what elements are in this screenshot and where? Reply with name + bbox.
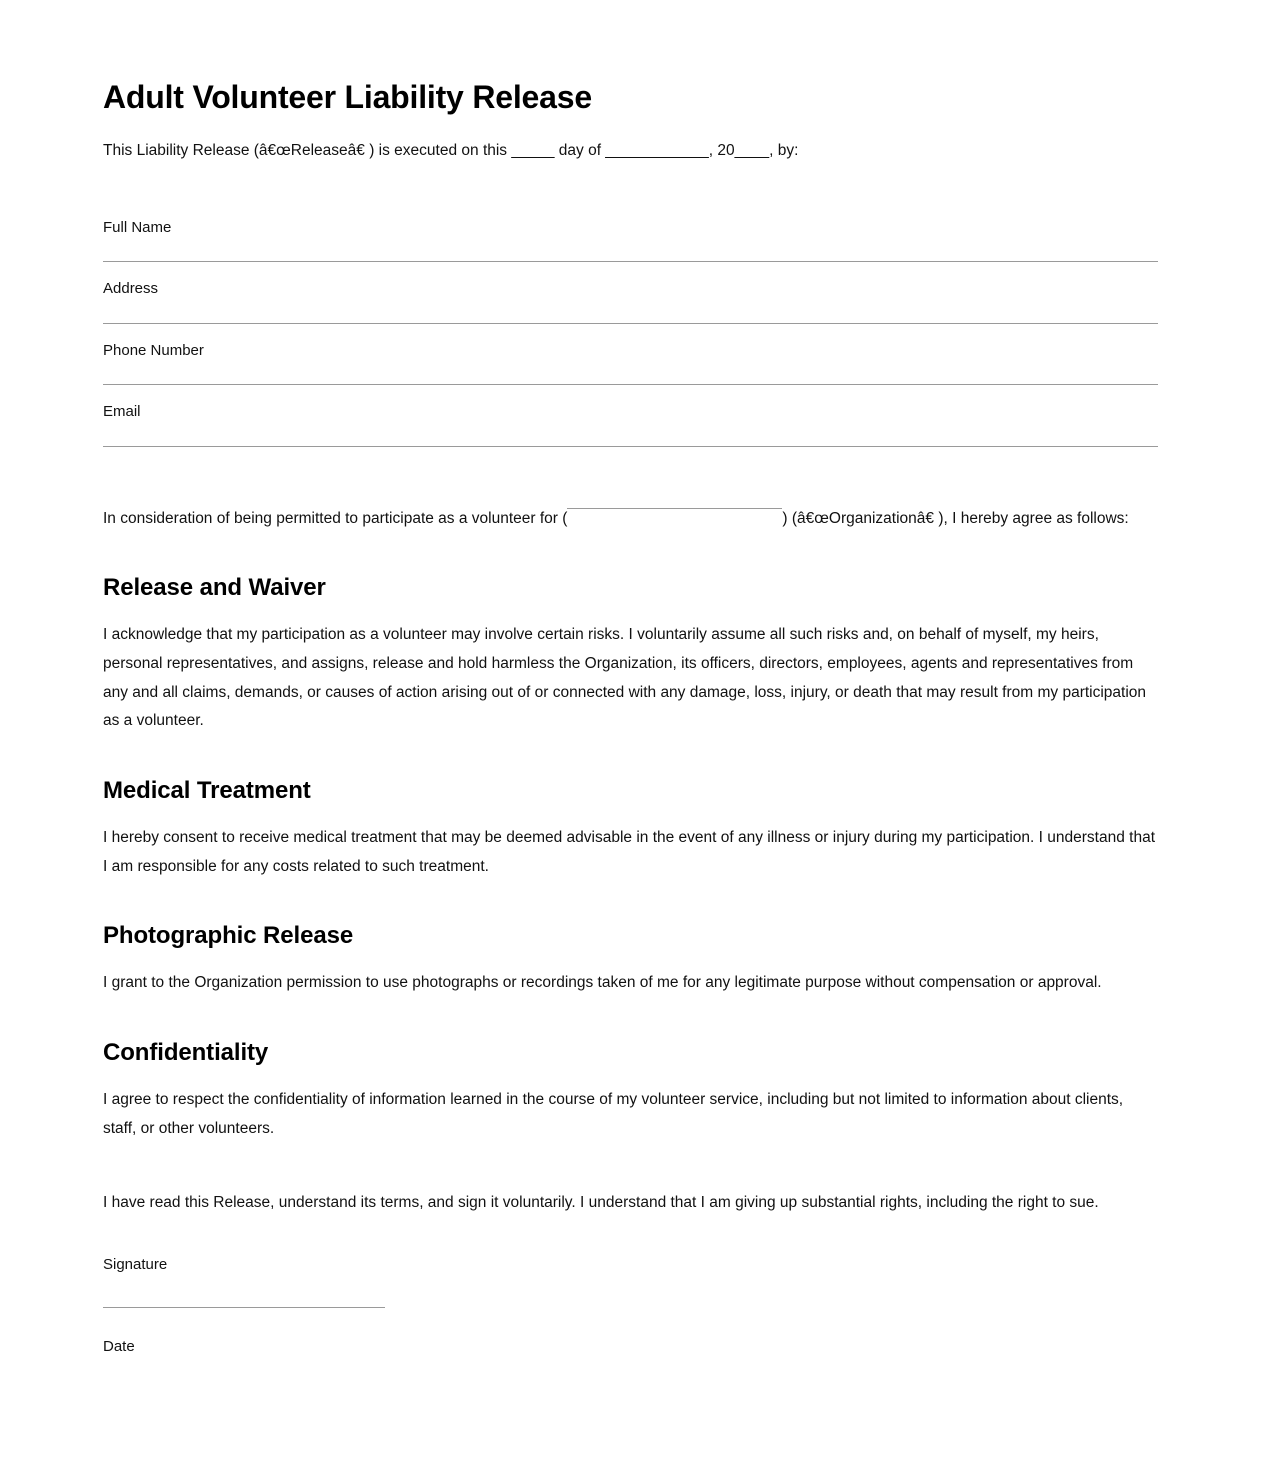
consideration-text-before: In consideration of being permitted to participate as a volunteer for (: [103, 509, 568, 527]
field-address: [103, 262, 1158, 324]
section-heading-medical-treatment: Medical Treatment: [103, 777, 311, 805]
section-heading-release-and-waiver: Release and Waiver: [103, 574, 326, 602]
field-label-email: Email: [103, 403, 141, 421]
section-body-confidentiality: I agree to respect the confidentiality of information learned in the course of my volunteer service, including but not limited to information about clients, staff, or other volunteers.: [103, 1091, 1124, 1137]
field-full-name: [103, 201, 1158, 263]
field-label-phone-number: Phone Number: [103, 341, 204, 359]
closing-block: [103, 1189, 1158, 1218]
intro-execution-line: This Liability Release (â€œReleaseâ€ ) is executed on this _____ day of ____________, 20____, by:: [103, 142, 799, 160]
section-release-and-waiver: [103, 573, 1158, 736]
section-body-photographic-release: I grant to the Organization permission to use photographs or recordings taken of me for any legitimate purpose without compensation or approval.: [103, 974, 1102, 992]
section-medical-treatment: [103, 776, 1158, 881]
section-body-medical-treatment: I hereby consent to receive medical treatment that may be deemed advisable in the event of any illness or injury during my participation. I understand that I am responsible for any costs related to such treatment.: [103, 829, 1155, 875]
consideration-paragraph: [103, 505, 1158, 534]
section-body-release-and-waiver: I acknowledge that my participation as a volunteer may involve certain risks. I voluntarily assume all such risks and, on behalf of myself, my heirs, personal representatives, and assigns, release and hold harmless the Organization, its officers, directors, employees, agents and representatives from any and all claims, demands, or causes of action arising out of or connected with any damage, loss, injury, or death that may result from my participation as a volunteer.: [103, 626, 1147, 730]
section-photographic-release: [103, 921, 1158, 998]
organization-name-input[interactable]: [567, 508, 782, 509]
field-phone-number: [103, 324, 1158, 386]
document-content: [103, 0, 1158, 1358]
section-confidentiality: [103, 1038, 1158, 1143]
signature-block: [103, 1254, 1158, 1358]
consideration-text-after: ) (â€œOrganizationâ€ ), I hereby agree as follows:: [782, 509, 1129, 527]
field-email: [103, 385, 1158, 447]
field-input-email[interactable]: [103, 446, 1158, 447]
signature-label: Signature: [103, 1256, 168, 1274]
field-label-full-name: Full Name: [103, 218, 172, 236]
consideration-block: [103, 505, 1158, 534]
section-heading-photographic-release: Photographic Release: [103, 922, 354, 950]
page-title: Adult Volunteer Liability Release: [103, 79, 592, 115]
section-heading-confidentiality: Confidentiality: [103, 1039, 269, 1067]
closing-statement: I have read this Release, understand its terms, and sign it voluntarily. I understand that I am giving up substantial rights, including the right to sue.: [103, 1194, 1099, 1212]
date-label: Date: [103, 1337, 135, 1355]
field-label-address: Address: [103, 280, 159, 298]
applicant-form-block: [103, 201, 1158, 447]
signature-input[interactable]: [103, 1307, 385, 1308]
